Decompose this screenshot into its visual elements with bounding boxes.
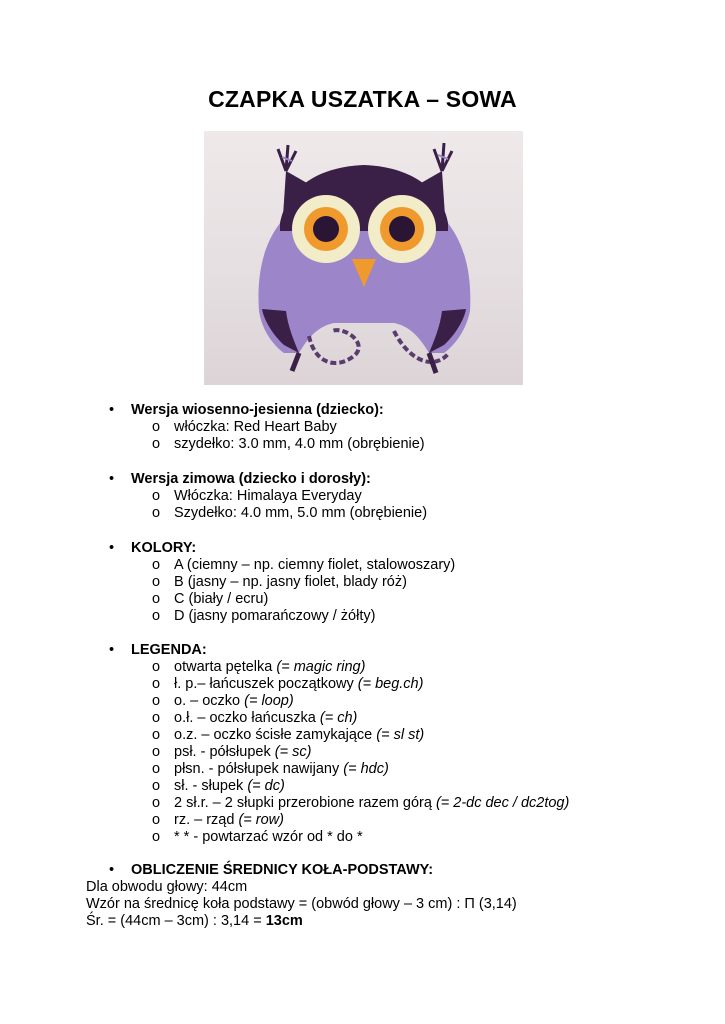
section-heading: • Wersja wiosenno-jesienna (dziecko): — [0, 402, 725, 419]
calc-formula: Śr. = (44cm – 3cm) : 3,14 = — [86, 913, 266, 929]
legend-translation: (= hdc) — [343, 761, 389, 777]
list-item: o włóczka: Red Heart Baby — [0, 419, 725, 436]
list-item: o Włóczka: Himalaya Everyday — [0, 488, 725, 505]
legend-term: o.z. – oczko ścisłe zamykające — [174, 727, 377, 743]
legend-translation: (= sc) — [274, 744, 312, 760]
legend-translation: (= ch) — [319, 710, 358, 726]
legend-term: o. – oczko — [174, 693, 245, 709]
section-spring — [0, 402, 725, 453]
list-item — [0, 744, 725, 761]
legend-term: otwarta pętelka — [174, 659, 277, 675]
list-item — [0, 676, 725, 693]
legend-term: o.ł. – oczko łańcuszka — [174, 710, 320, 726]
section-calc — [0, 862, 725, 879]
legend-term: * * - powtarzać wzór od * do * — [174, 829, 363, 845]
legend-translation: (= 2-dc dec / dc2tog) — [435, 795, 570, 811]
legend-term: rz. – rząd — [174, 812, 239, 828]
list-item — [0, 778, 725, 795]
list-item: o A (ciemny – np. ciemny fiolet, stalowoszary) — [0, 557, 725, 574]
section-heading: • LEGENDA: — [0, 642, 725, 659]
legend-translation: (= sl st) — [376, 727, 425, 743]
legend-translation: (= dc) — [247, 778, 285, 794]
calc-line-3 — [86, 913, 303, 930]
calc-line-1: Dla obwodu głowy: 44cm — [86, 879, 248, 895]
list-item — [0, 727, 725, 744]
list-item: o C (biały / ecru) — [0, 591, 725, 608]
list-item — [0, 659, 725, 676]
section-winter — [0, 471, 725, 522]
legend-translation: (= loop) — [244, 693, 294, 709]
list-item — [0, 812, 725, 829]
section-heading: • KOLORY: — [0, 540, 725, 557]
legend-term: psł. - półsłupek — [174, 744, 275, 760]
list-item — [0, 829, 725, 846]
section-heading: • OBLICZENIE ŚREDNICY KOŁA-PODSTAWY: — [0, 862, 725, 879]
owl-hat-illustration — [204, 131, 523, 385]
calc-result: 13cm — [265, 913, 303, 929]
section-heading: • Wersja zimowa (dziecko i dorosły): — [0, 471, 725, 488]
owl-hat-photo — [204, 131, 523, 385]
legend-term: sł. - słupek — [174, 778, 248, 794]
legend-translation: (= magic ring) — [276, 659, 366, 675]
list-item: o B (jasny – np. jasny fiolet, blady róż) — [0, 574, 725, 591]
list-item — [0, 761, 725, 778]
list-item — [0, 693, 725, 710]
legend-term: ł. p.– łańcuszek początkowy — [174, 676, 358, 692]
list-item: o szydełko: 3.0 mm, 4.0 mm (obrębienie) — [0, 436, 725, 453]
list-item — [0, 795, 725, 812]
legend-translation: (= beg.ch) — [357, 676, 424, 692]
section-colors — [0, 540, 725, 625]
list-item: o Szydełko: 4.0 mm, 5.0 mm (obrębienie) — [0, 505, 725, 522]
list-item — [0, 710, 725, 727]
section-legend — [0, 642, 725, 846]
page-title: CZAPKA USZATKA – SOWA — [208, 86, 517, 112]
legend-term: 2 sł.r. – 2 słupki przerobione razem górą — [174, 795, 436, 811]
calc-line-2: Wzór na średnicę koła podstawy = (obwód głowy – 3 cm) : Π (3,14) — [86, 896, 517, 912]
legend-translation: (= row) — [238, 812, 284, 828]
list-item: o D (jasny pomarańczowy / żółty) — [0, 608, 725, 625]
legend-term: płsn. - półsłupek nawijany — [174, 761, 344, 777]
